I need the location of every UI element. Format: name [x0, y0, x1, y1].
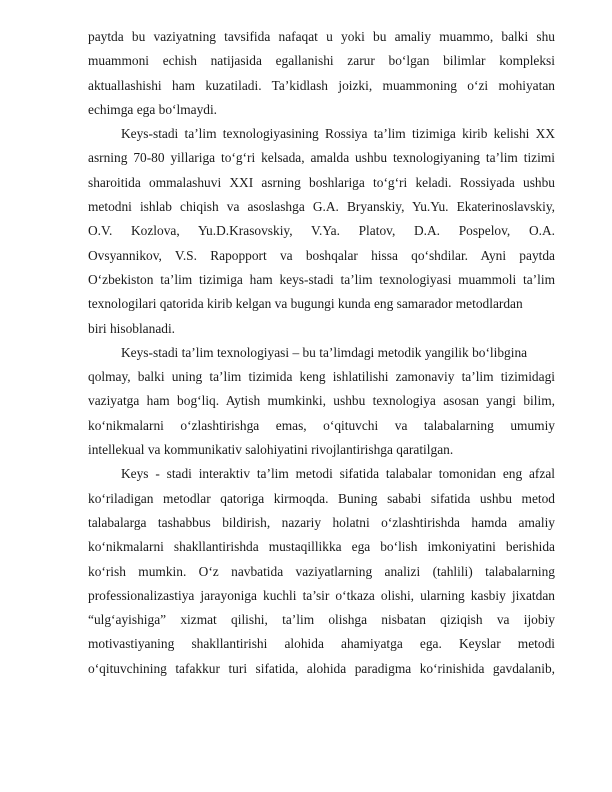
text-line: vaziyatga ham bog‘liq. Aytish mumkinki, ushbu texnologiya asosan yangi bilim,	[88, 393, 555, 409]
body-text	[88, 25, 555, 681]
text-line: biri hisoblanadi.	[88, 320, 176, 336]
text-line: ko‘riladigan metodlar qatoriga kirmoqda. Buning sababi sifatida ushbu metod	[88, 490, 555, 506]
text-line: muammoni echish natijasida egallanishi zarur bo‘lgan bilimlar kompleksi	[88, 53, 555, 69]
text-line: echimga ega bo‘lmaydi.	[88, 101, 218, 117]
text-line: ko‘rish mumkin. O‘z navbatida vaziyatlarning analizi (tahlili) talabalarning	[88, 563, 555, 579]
text-line: Ovsyannikov, V.S. Rapopport va boshqalar hissa qo‘shdilar. Ayni paytda	[88, 247, 555, 263]
text-line: qolmay, balki uning ta’lim tizimida keng ishlatilishi zamonaviy ta’lim tizimidagi	[88, 369, 555, 385]
text-line: O.V. Kozlova, Yu.D.Krasovskiy, V.Ya. Platov, D.A. Pospelov, O.A.	[88, 223, 555, 239]
text-line: professionalizastiya jarayoniga kuchli ta’sir o‘tkaza olishi, ularning kasbiy jixatdan	[88, 587, 555, 603]
text-line: ko‘nikmalarni shakllantirishda mustaqillikka ega bo‘lish imkoniyatini berishida	[88, 539, 555, 555]
text-line: asrning 70-80 yillariga to‘g‘ri kelsada, amalda ushbu texnologiyaning ta’lim tizimi	[88, 150, 555, 166]
text-line: aktuallashishi ham kuzatiladi. Ta’kidlash joizki, muammoning o‘zi mohiyatan	[88, 77, 555, 93]
text-line: texnologilari qatorida kirib kelgan va bugungi kunda eng samarador metodlardan	[88, 296, 523, 312]
text-line: ko‘nikmalarni o‘zlashtirishga emas, o‘qituvchi va talabalarning umumiy	[88, 417, 555, 433]
text-line: metodni ishlab chiqish va asoslashga G.A. Bryanskiy, Yu.Yu. Ekaterinoslavskiy,	[88, 199, 555, 215]
text-line: talabalarga tashabbus bildirish, nazariy holatni o‘zlashtirishda hamda amaliy	[88, 514, 555, 530]
text-line: paytda bu vaziyatning tavsifida nafaqat u yoki bu amaliy muammo, balki shu	[88, 29, 555, 44]
text-line: Keys-stadi ta’lim texnologiyasi – bu ta’limdagi metodik yangilik bo‘libgina	[121, 344, 528, 360]
text-line: sharoitida ommalashuvi XXI asrning boshlariga to‘g‘ri keladi. Rossiyada ushbu	[88, 174, 555, 190]
text-line: Keys - stadi interaktiv ta’lim metodi sifatida talabalar tomonidan eng afzal	[121, 466, 555, 482]
text-line: “ulg‘ayishiga” xizmat qilishi, ta’lim olishga nisbatan qiziqish va ijobiy	[88, 612, 555, 628]
text-line: Keys-stadi ta’lim texnologiyasining Rossiya ta’lim tizimiga kirib kelishi XX	[121, 126, 555, 142]
text-line: intellekual va kommunikativ salohiyatini rivojlantirishga qaratilgan.	[88, 442, 454, 458]
text-line: motivastiyaning shakllantirishi alohida ahamiyatga ega. Keyslar metodi	[88, 636, 555, 652]
text-line: O‘zbekiston ta’lim tizimiga ham keys-stadi ta’lim texnologiyasi muammoli ta’lim	[88, 271, 555, 287]
text-line: o‘qituvchining tafakkur turi sifatida, alohida paradigma ko‘rinishida gavdalanib,	[88, 660, 555, 676]
